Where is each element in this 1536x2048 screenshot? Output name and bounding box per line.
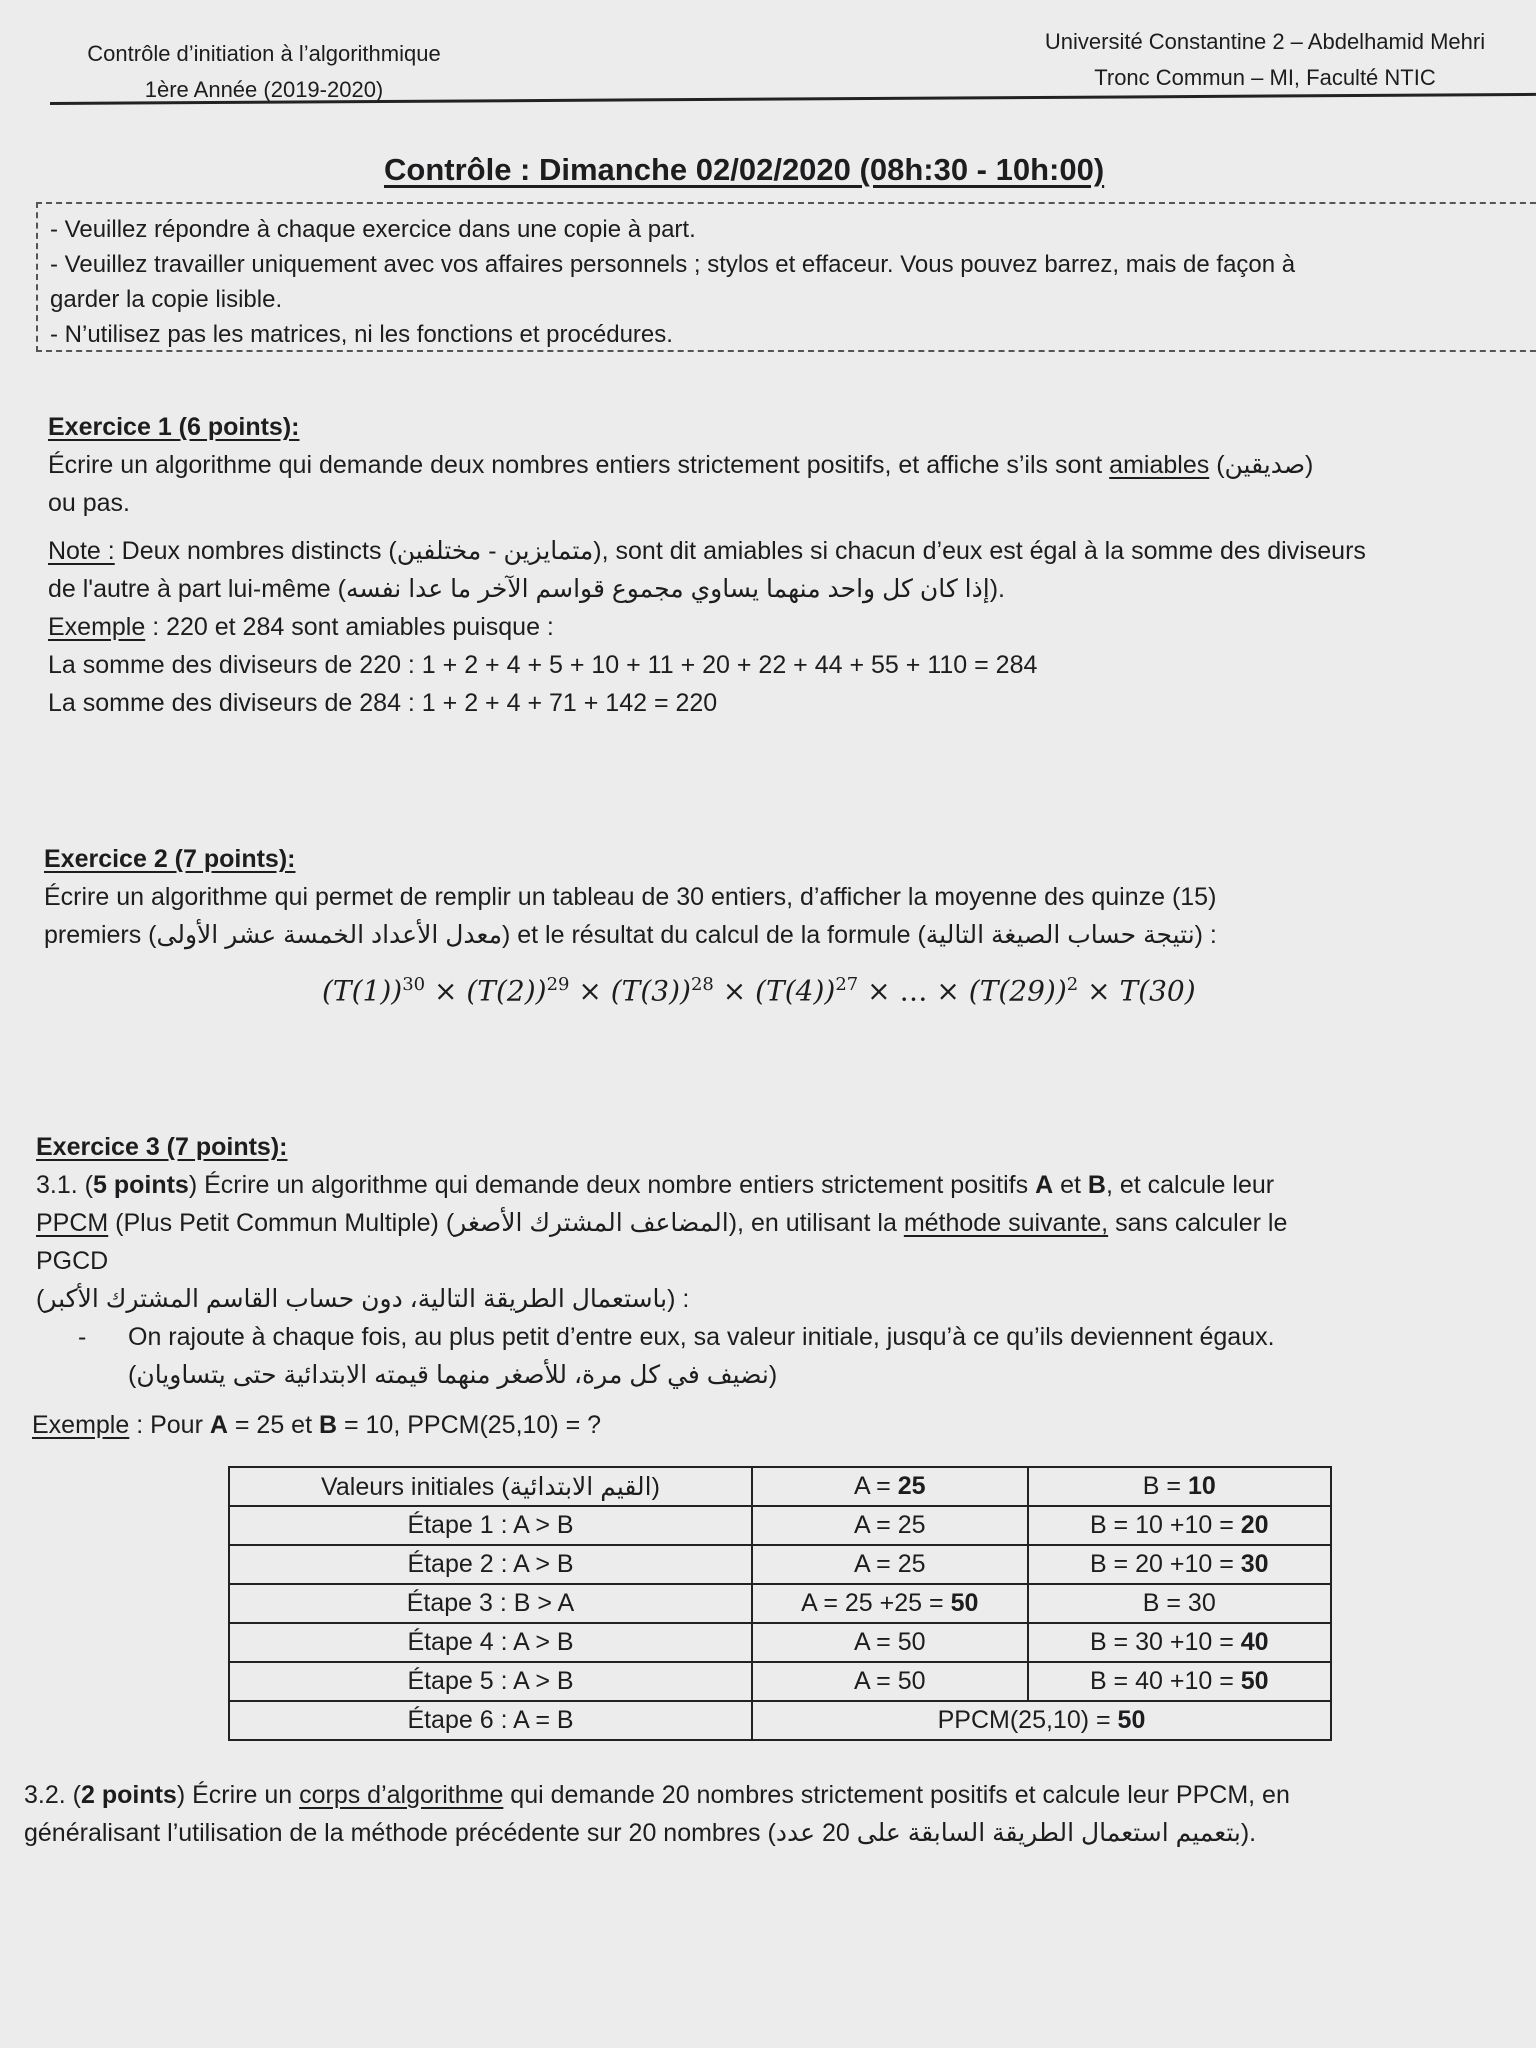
divisor-sum-284: La somme des diviseurs de 284 : 1 + 2 + 4 + 71 + 142 = 220 — [48, 689, 718, 717]
term: (T(4)) — [755, 974, 836, 1008]
operator: × — [936, 974, 960, 1008]
table-row — [229, 1662, 1331, 1701]
table-cell — [752, 1506, 1028, 1545]
exercise-2-statement-cont: premiers (معدل الأعداد الخمسة عشر الأولى) et le résultat du calcul de la formule (نتيجة حساب الصيغة التالية) : — [44, 921, 1217, 949]
instruction-line: - Veuillez travailler uniquement avec vos affaires personnels ; stylos et effaceur. Vous pouvez barrez, mais de façon à — [50, 251, 1296, 278]
value: 40 — [1240, 1628, 1269, 1656]
example-label: Exemple — [32, 1411, 130, 1439]
exercise-3-title: Exercice 3 (7 points): — [36, 1133, 288, 1161]
header-right — [985, 24, 1536, 96]
text: B = 30 +10 = — [1089, 1628, 1241, 1656]
arabic-text: (صديقين) — [1216, 451, 1314, 479]
exercise-1-note — [48, 532, 1366, 570]
course-title: Contrôle d’initiation à l’algorithmique — [87, 41, 441, 66]
instruction-line: - N’utilisez pas les matrices, ni les fonctions et procédures. — [50, 321, 673, 348]
operator: × — [434, 974, 458, 1008]
table-cell — [752, 1584, 1028, 1623]
exercise-1-statement-end: ou pas. — [48, 489, 131, 517]
table-cell: Valeurs initiales (القيم الابتدائية) — [229, 1467, 752, 1506]
instruction-line: - Veuillez répondre à chaque exercice dans une copie à part. — [50, 216, 696, 243]
header-left — [54, 36, 474, 108]
corps-word: corps d’algorithme — [299, 1781, 504, 1809]
exponent: 29 — [546, 974, 570, 995]
term: (T(2)) — [466, 974, 547, 1008]
pgcd-word: PGCD — [36, 1247, 109, 1275]
table-row — [229, 1506, 1331, 1545]
table-row — [229, 1701, 1331, 1740]
value: 50 — [1117, 1706, 1146, 1734]
exercise-3-2-statement-cont: généralisant l’utilisation de la méthode précédente sur 20 nombres (بتعميم استعمال الطريقة السابقة على 20 عدد). — [24, 1819, 1257, 1847]
method-bullet — [78, 1318, 1287, 1356]
note-text: Deux nombres distincts (متمايزين - مختلفين), sont dit amiables si chacun d’eux est égal à la somme des diviseurs — [114, 537, 1366, 565]
exercise-3-1-statement — [36, 1166, 1287, 1204]
exponent: 27 — [835, 974, 859, 995]
var-b: B — [318, 1411, 338, 1439]
text: A = 50 — [853, 1667, 926, 1695]
exam-title: Contrôle : Dimanche 02/02/2020 (08h:30 - 10h:00) — [384, 152, 1105, 187]
instructions-box — [36, 202, 1536, 352]
text: : Pour — [129, 1411, 210, 1439]
exercise-3 — [32, 1128, 1288, 1444]
text: Écrire un algorithme qui demande deux nombres entiers strictement positifs, et affiche s’ils sont — [48, 451, 1110, 479]
text: 3.2. ( — [24, 1781, 81, 1809]
exercise-1 — [48, 408, 1366, 722]
var-a: A — [1035, 1171, 1054, 1199]
text: et — [1053, 1171, 1088, 1199]
var-b: B — [1087, 1171, 1106, 1199]
var-a: A — [209, 1411, 228, 1439]
text: A = 50 — [853, 1628, 926, 1656]
operator: × — [1087, 974, 1111, 1008]
course-year: 1ère Année (2019-2020) — [144, 77, 384, 102]
arabic-method: (باستعمال الطريقة التالية، دون حساب القاسم المشترك الأكبر) : — [36, 1285, 690, 1313]
instruction-line: garder la copie lisible. — [50, 286, 283, 313]
table-cell — [752, 1467, 1028, 1506]
table-cell — [1028, 1662, 1331, 1701]
value: 30 — [1240, 1550, 1269, 1578]
table-cell — [752, 1545, 1028, 1584]
text: 3.1. ( — [36, 1171, 93, 1199]
exercise-2 — [44, 840, 1217, 954]
exercise-1-title: Exercice 1 (6 points): — [48, 413, 300, 441]
text: ) Écrire un — [176, 1781, 300, 1809]
text: A = 25 +25 = — [801, 1589, 951, 1617]
text: B = 30 — [1142, 1589, 1216, 1617]
term: T(30) — [1119, 974, 1196, 1008]
table-cell: Étape 5 : A > B — [229, 1662, 752, 1701]
term: (T(3)) — [610, 974, 691, 1008]
bullet-text: On rajoute à chaque fois, au plus petit d’entre eux, sa valeur initiale, jusqu’à ce qu’ils deviennent égaux. — [128, 1323, 1275, 1351]
text: ) Écrire un algorithme qui demande deux nombre entiers strictement positifs — [188, 1171, 1036, 1199]
table-row — [229, 1623, 1331, 1662]
table-row — [229, 1545, 1331, 1584]
note-label: Note : — [48, 537, 115, 565]
example-text: : 220 et 284 sont amiables puisque : — [145, 613, 554, 641]
ppcm-word: PPCM — [36, 1209, 109, 1237]
text: , et calcule leur — [1105, 1171, 1275, 1199]
text: A = — [853, 1472, 898, 1500]
operator: × — [578, 974, 602, 1008]
value: 10 — [1187, 1472, 1216, 1500]
exercise-2-statement: Écrire un algorithme qui permet de remplir un tableau de 30 entiers, d’afficher la moyenne des quinze (15) — [44, 883, 1217, 911]
table-cell: Étape 3 : B > A — [229, 1584, 752, 1623]
ppcm-steps-table — [228, 1466, 1332, 1741]
points: 5 points — [92, 1171, 189, 1199]
exercise-1-note-cont: de l'autre à part lui-même (إذا كان كل واحد منهما يساوي مجموع قواسم الآخر ما عدا نفسه). — [48, 575, 1005, 603]
exercise-3-2 — [24, 1776, 1290, 1852]
text: B = 10 +10 = — [1089, 1511, 1241, 1539]
value: 20 — [1240, 1511, 1269, 1539]
table-cell: Étape 4 : A > B — [229, 1623, 752, 1662]
table-row — [229, 1467, 1331, 1506]
table-cell — [752, 1662, 1028, 1701]
text: A = 25 — [853, 1511, 926, 1539]
ellipsis: … — [899, 974, 928, 1008]
text: = 25 et — [227, 1411, 319, 1439]
term: (T(29)) — [968, 974, 1067, 1008]
text: qui demande 20 nombres strictement positifs et calcule leur PPCM, en — [503, 1781, 1290, 1809]
methode-word: méthode suivante, — [903, 1209, 1109, 1237]
table-cell — [752, 1623, 1028, 1662]
value: 25 — [897, 1472, 926, 1500]
text: (Plus Petit Commun Multiple) (المضاعف المشترك الأصغر), en utilisant la — [108, 1209, 904, 1237]
points: 2 points — [80, 1781, 177, 1809]
table-cell — [1028, 1506, 1331, 1545]
value: 50 — [950, 1589, 979, 1617]
bullet-dash: - — [78, 1323, 87, 1351]
text: B = 20 +10 = — [1089, 1550, 1241, 1578]
faculty-name: Tronc Commun – MI, Faculté NTIC — [1094, 65, 1436, 90]
table-cell: Étape 1 : A > B — [229, 1506, 752, 1545]
amiables-word: amiables — [1109, 451, 1210, 479]
exercise-2-title: Exercice 2 (7 points): — [44, 845, 296, 873]
value: 50 — [1240, 1667, 1269, 1695]
university-name: Université Constantine 2 – Abdelhamid Mehri — [1044, 29, 1486, 54]
exercise-3-1-statement-cont — [36, 1204, 1287, 1242]
table-cell-result — [752, 1701, 1331, 1740]
exponent: 28 — [690, 974, 714, 995]
text: PPCM(25,10) = — [937, 1706, 1118, 1734]
table-cell — [1028, 1623, 1331, 1662]
exercise-1-statement — [48, 446, 1366, 484]
text: B = — [1142, 1472, 1188, 1500]
text: sans calculer le — [1108, 1209, 1288, 1237]
exercise-3-2-statement — [24, 1776, 1290, 1814]
table-cell — [1028, 1584, 1331, 1623]
exponent: 30 — [402, 974, 426, 995]
table-cell — [1028, 1545, 1331, 1584]
table-cell: Étape 6 : A = B — [229, 1701, 752, 1740]
text: A = 25 — [853, 1550, 926, 1578]
table-cell — [1028, 1467, 1331, 1506]
product-formula — [322, 974, 1196, 1007]
table-row — [229, 1584, 1331, 1623]
text: B = 40 +10 = — [1089, 1667, 1241, 1695]
exponent: 2 — [1066, 974, 1079, 995]
operator: × — [867, 974, 891, 1008]
divisor-sum-220: La somme des diviseurs de 220 : 1 + 2 + 4 + 5 + 10 + 11 + 20 + 22 + 44 + 55 + 110 = 284 — [48, 651, 1038, 679]
term: (T(1)) — [322, 974, 403, 1008]
example-label: Exemple — [48, 613, 146, 641]
table-cell: Étape 2 : A > B — [229, 1545, 752, 1584]
text: = 10, PPCM(25,10) = ? — [337, 1411, 602, 1439]
exercise-1-example — [48, 608, 1366, 646]
exercise-3-example — [32, 1406, 1287, 1444]
method-bullet-arabic: (نضيف في كل مرة، للأصغر منهما قيمته الابتدائية حتى يتساويان) — [128, 1361, 778, 1389]
operator: × — [722, 974, 747, 1008]
